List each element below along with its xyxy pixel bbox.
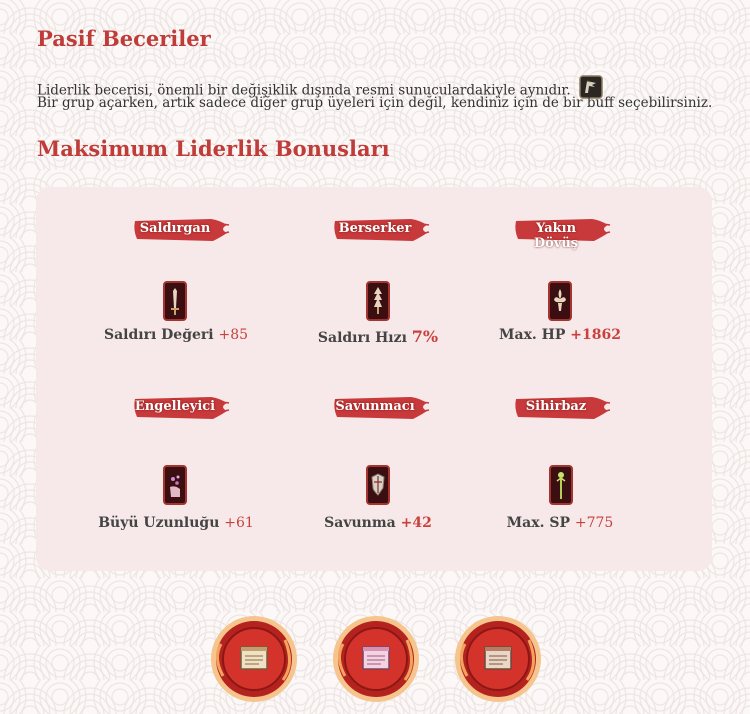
passive-skills-title: Pasif Beceriler [37, 26, 211, 51]
bonus-stat-spell-duration: Büyü Uzunluğu +61 [98, 515, 254, 531]
magic-hand-icon [163, 465, 187, 505]
skill-book-icon[interactable] [209, 614, 299, 704]
shield-icon [366, 465, 390, 505]
bonus-banner-saldirgan: Saldırgan [131, 215, 231, 245]
skill-book-icon[interactable] [453, 614, 543, 704]
attack-speed-icon [366, 281, 390, 321]
bonus-stat-max-hp: Max. HP +1862 [499, 327, 621, 343]
bonus-banner-yakin-dovus: Yakın Dövüş [512, 215, 612, 245]
fleur-de-lis-icon [548, 281, 572, 321]
bonus-banner-sihirbaz: Sihirbaz [512, 393, 612, 423]
bonus-stat-attack-value: Saldırı Değeri +85 [103, 327, 249, 343]
passive-description-line1: Liderlik becerisi, önemli bir değişiklik dışında resmi sunuculardakiyle aynıdır. [37, 77, 603, 105]
bonus-stat-max-sp: Max. SP +775 [506, 515, 614, 531]
max-leadership-bonuses-title: Maksimum Liderlik Bonusları [37, 136, 390, 161]
bonus-stat-attack-speed: Saldırı Hızı 7% [317, 327, 439, 346]
bonus-banner-engelleyici: Engelleyici [131, 393, 231, 423]
bonus-banner-savunmaci: Savunmacı [331, 393, 431, 423]
sword-icon [163, 281, 187, 321]
passive-description-line2: Bir grup açarken, artık sadece diğer grup üyeleri için değil, kendiniz için de bir buff seçebilirsiniz. [37, 95, 713, 111]
bonus-banner-berserker: Berserker [331, 215, 431, 245]
skill-book-icon[interactable] [331, 614, 421, 704]
bonus-stat-defense: Savunma +42 [324, 515, 432, 531]
bonuses-panel [36, 187, 712, 571]
staff-icon [549, 465, 573, 505]
